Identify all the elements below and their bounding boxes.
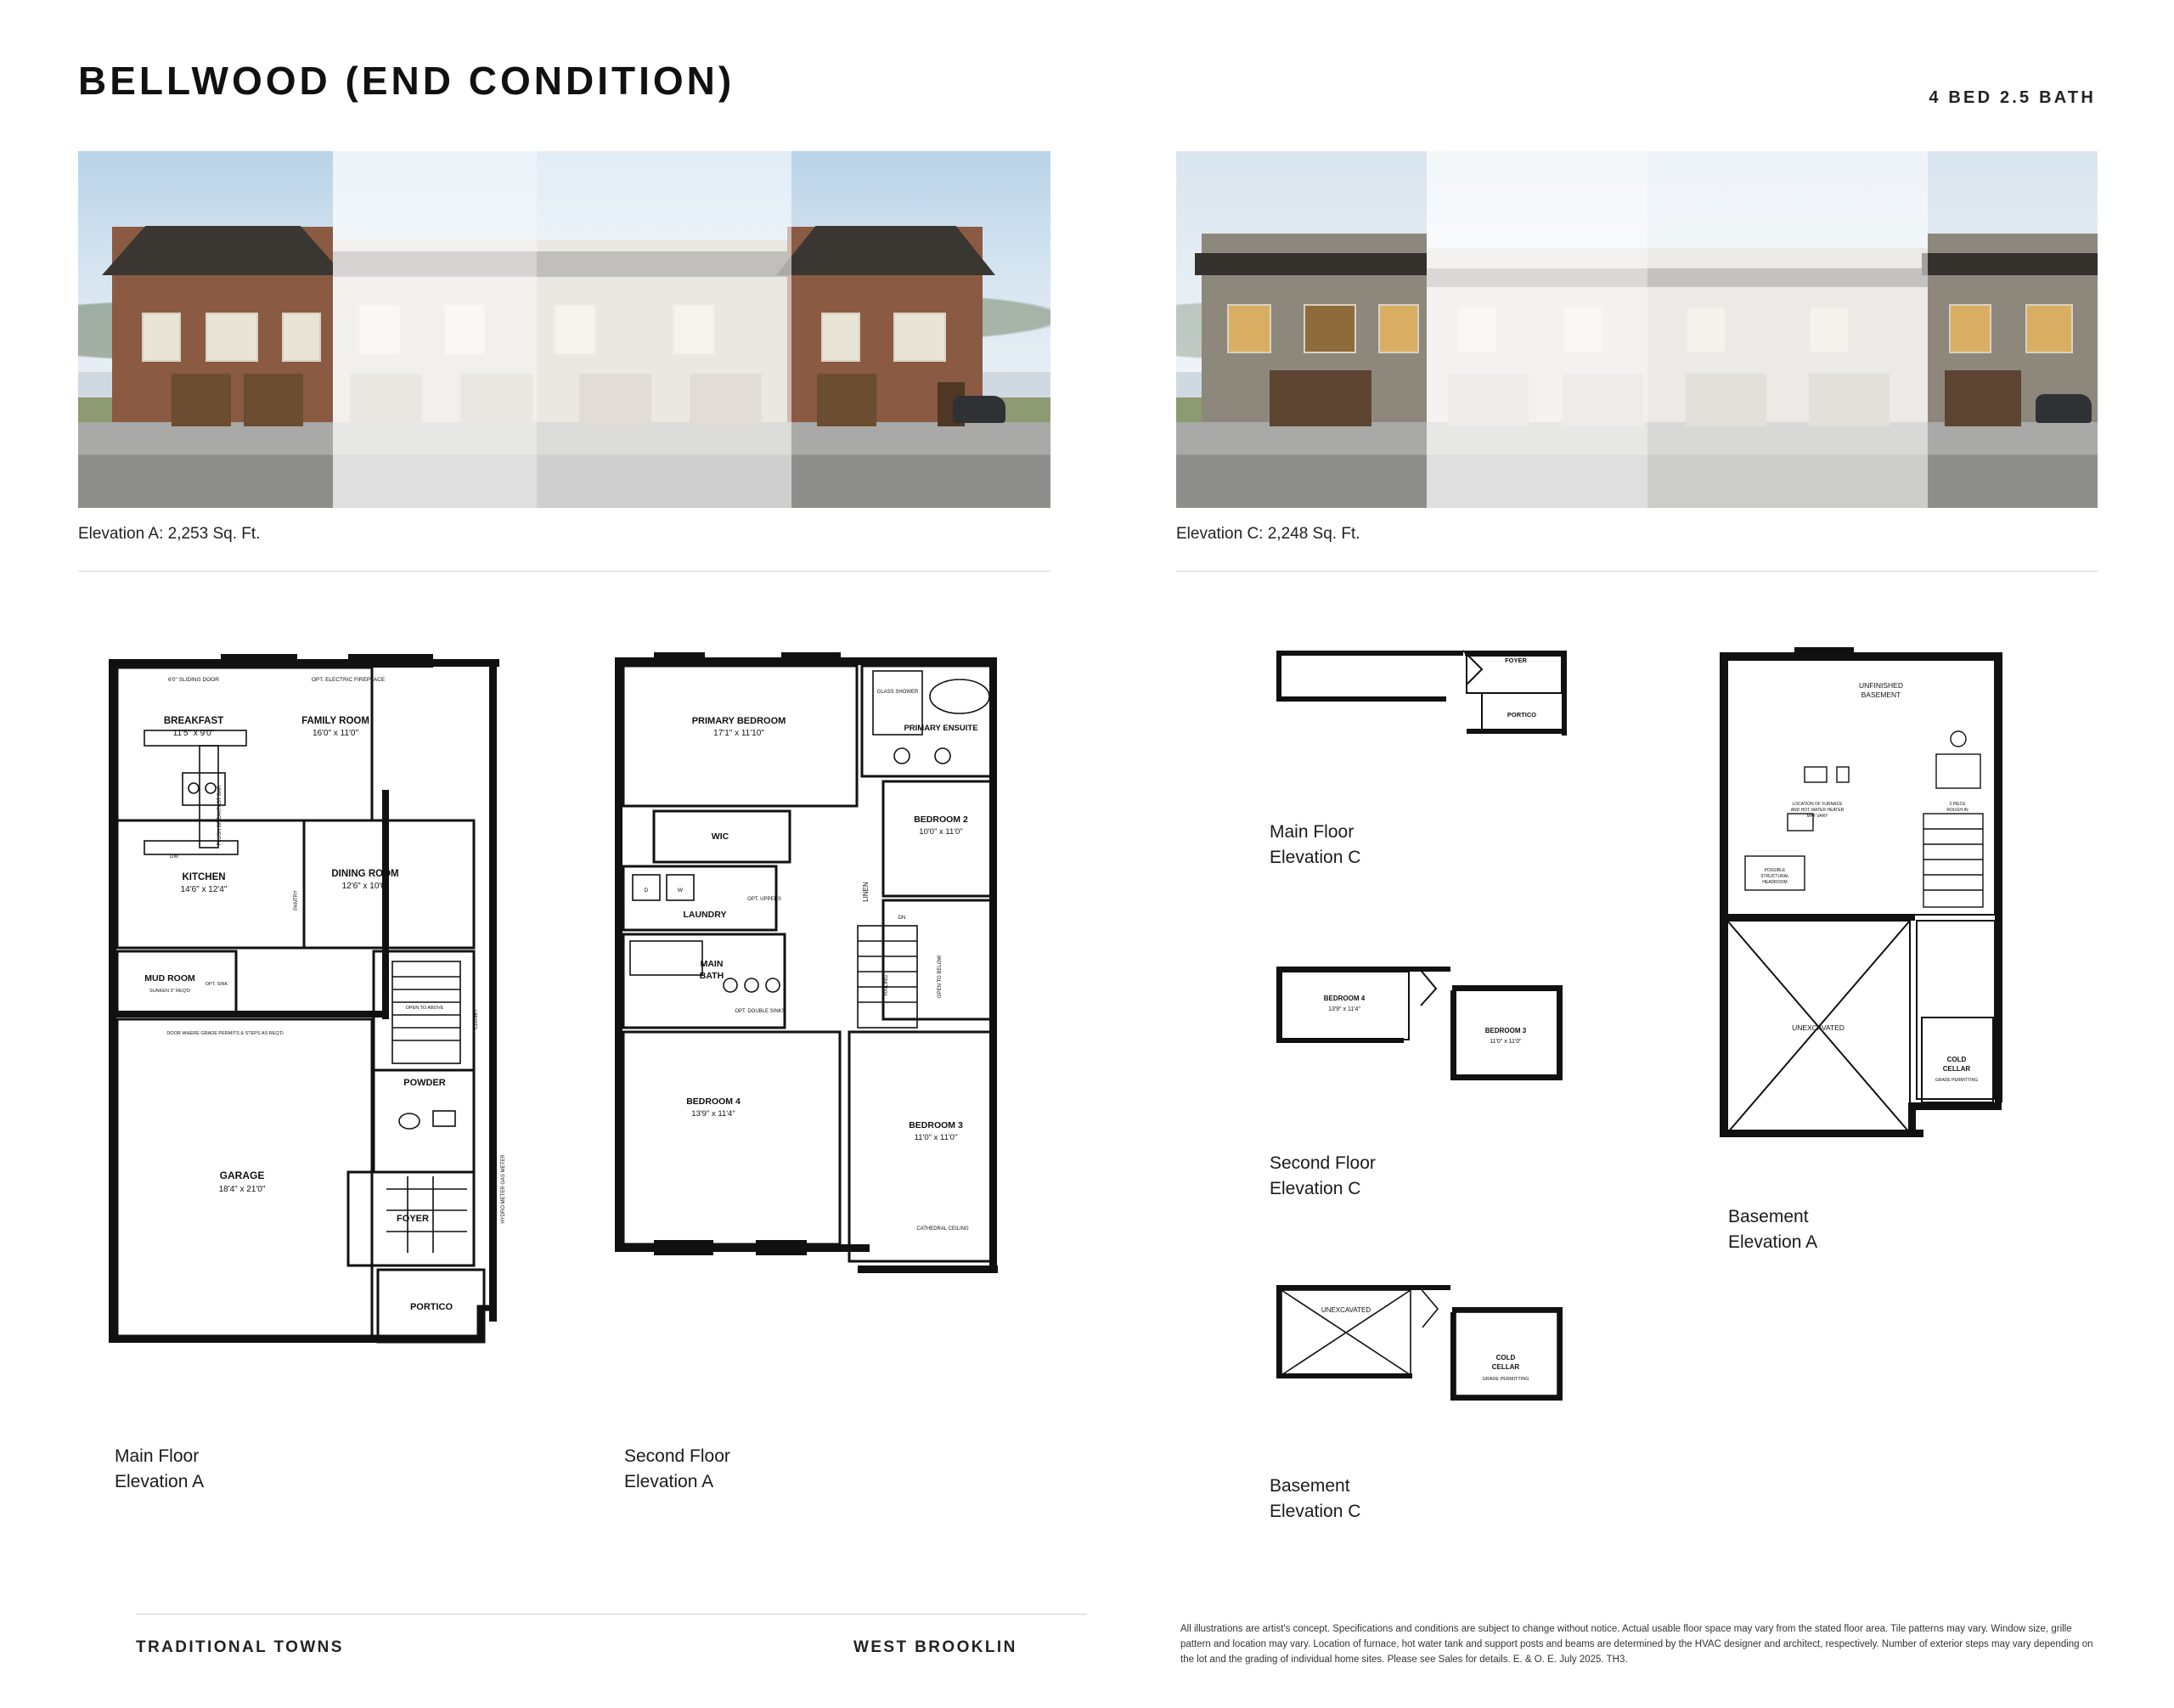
room-mud-name: MUD ROOM xyxy=(144,973,195,984)
fade-overlay-left xyxy=(333,151,537,508)
note-furnace-1: LOCATION OF FURNACE xyxy=(1792,802,1843,807)
room-family-dims: 16'0" x 11'0" xyxy=(312,729,359,738)
room-family-name: FAMILY ROOM xyxy=(301,716,369,726)
note-dn: DN xyxy=(898,916,906,921)
room-bedroom4-dims: 13'9" x 11'4" xyxy=(691,1109,735,1119)
note-closet: CLOSET xyxy=(474,1008,479,1030)
room-bedroom4-name: BEDROOM 4 xyxy=(686,1096,741,1107)
garage-door xyxy=(1945,370,2021,426)
label-main-floor-a-line2: Elevation A xyxy=(115,1471,205,1491)
note-cold-cellar-a-1: COLD xyxy=(1946,1056,1967,1063)
room-garage-name: GARAGE xyxy=(219,1170,265,1181)
note-dw: DW xyxy=(170,854,178,860)
label-basement-a xyxy=(1728,1204,1817,1255)
floorplan-second-floor-elevation-c xyxy=(1270,960,1575,1096)
room-mainbath-name-1: MAIN xyxy=(700,959,724,969)
room-powder-name: POWDER xyxy=(403,1078,446,1088)
label-second-floor-a-line2: Elevation A xyxy=(624,1471,714,1491)
room-bedroom4-c-dims: 13'9" x 11'4" xyxy=(1328,1006,1360,1012)
disclaimer-text: All illustrations are artist's concept. Specifications and conditions are subject to change without notice. Actual usable floor space may vary from the stated floor area. Tile patterns may vary. Window size, grille pattern and location may vary. Location of furnace, hot water tank and support posts and beams are determined by the HVAC designer and architect, respectively. Number of exterior steps may vary depending on the lot and the grading of individual home sites. Please see Sales for details. E. & O. E. July 2025. TH3. xyxy=(1180,1623,2093,1665)
roof-left xyxy=(1195,253,1437,275)
divider-left xyxy=(78,571,1050,572)
label-second-floor-c-line2: Elevation C xyxy=(1270,1178,1361,1198)
garage-door xyxy=(244,374,303,426)
fade-overlay-left xyxy=(1427,151,1647,508)
room-primary-name: PRIMARY BEDROOM xyxy=(691,716,786,726)
note-open-above: OPEN TO ABOVE xyxy=(405,1006,444,1011)
room-foyer-name: FOYER xyxy=(397,1214,429,1224)
floorplan-main-floor-elevation-c xyxy=(1270,644,1584,754)
room-kitchen-name: KITCHEN xyxy=(182,872,226,882)
note-unexcavated-c: UNEXCAVATED xyxy=(1321,1306,1371,1314)
second-floor-c-svg xyxy=(1270,960,1575,1096)
second-floor-a-svg xyxy=(603,645,1028,1308)
window xyxy=(893,313,946,362)
parked-car xyxy=(953,396,1005,423)
note-portico-c: PORTICO xyxy=(1507,711,1537,719)
note-headroom-3: HEADROOM xyxy=(1762,880,1788,885)
window xyxy=(1227,304,1271,353)
fade-overlay-right xyxy=(1647,151,1928,508)
note-pantry: PANTRY xyxy=(294,890,299,910)
note-sliding-door: 6'0" SLIDING DOOR xyxy=(168,677,219,683)
label-main-floor-c-line2: Elevation C xyxy=(1270,847,1361,867)
label-main-floor-c-line1: Main Floor xyxy=(1270,822,1355,842)
note-headroom-1: POSSIBLE xyxy=(1764,868,1786,873)
floorplan-main-floor-elevation-a xyxy=(93,645,544,1359)
note-grade-c: GRADE PERMITTING xyxy=(1482,1377,1529,1382)
label-second-floor-c xyxy=(1270,1151,1376,1202)
divider-right xyxy=(1176,571,2098,572)
main-floor-c-svg xyxy=(1270,644,1584,754)
window xyxy=(1378,304,1419,353)
floorplan-basement-elevation-c xyxy=(1270,1278,1575,1414)
room-mainbath-name-2: BATH xyxy=(699,971,724,981)
label-second-floor-a xyxy=(624,1444,730,1495)
note-headroom-2: STRUCTURAL xyxy=(1760,874,1789,879)
note-glass-shower: GLASS SHOWER xyxy=(876,690,919,695)
label-basement-c xyxy=(1270,1474,1360,1525)
footer-community: WEST BROOKLIN xyxy=(853,1638,1017,1656)
note-breakfast-bar: FLUSH BREAKFAST BAR xyxy=(217,785,222,846)
note-meters: HYDRO METER GAS METER xyxy=(501,1154,506,1224)
main-floor-a-svg xyxy=(93,645,544,1359)
room-dining-dims: 12'6" x 10'0" xyxy=(341,882,389,891)
room-breakfast-name: BREAKFAST xyxy=(163,716,224,726)
window xyxy=(821,313,860,362)
garage-door xyxy=(817,374,876,426)
floorplan-second-floor-elevation-a xyxy=(603,645,1028,1308)
note-dryer: D xyxy=(644,888,649,893)
basement-c-svg xyxy=(1270,1278,1575,1414)
note-cathedral: CATHEDRAL CEILING xyxy=(916,1226,969,1232)
note-foyer-c: FOYER xyxy=(1505,657,1527,664)
label-main-floor-a xyxy=(115,1444,204,1495)
note-grade-a: GRADE PERMITTING xyxy=(1935,1078,1979,1083)
note-furnace-2: AND HOT WATER HEATER xyxy=(1790,808,1845,813)
note-cold-cellar-a-2: CELLAR xyxy=(1942,1065,1971,1073)
parked-car xyxy=(2036,394,2092,423)
note-unexcavated-a: UNEXCAVATED xyxy=(1792,1023,1845,1032)
note-opt-sink: OPT. SINK xyxy=(205,982,228,987)
label-second-floor-a-line1: Second Floor xyxy=(624,1446,730,1466)
window xyxy=(2025,304,2073,353)
label-main-floor-c xyxy=(1270,820,1360,871)
room-kitchen-dims: 14'6" x 12'4" xyxy=(180,885,228,894)
room-bedroom3-c-name: BEDROOM 3 xyxy=(1484,1027,1527,1034)
note-railing: RAILING xyxy=(884,974,889,996)
window xyxy=(142,313,181,362)
room-portico-name: PORTICO xyxy=(409,1302,453,1312)
note-sunken: SUNKEN 3" REQ'D xyxy=(149,989,190,994)
note-opt-uppers: OPT. UPPERS xyxy=(747,897,781,902)
room-bedroom4-c-name: BEDROOM 4 xyxy=(1323,995,1366,1002)
label-second-floor-c-line1: Second Floor xyxy=(1270,1153,1376,1173)
room-bedroom3-dims: 11'0" x 11'0" xyxy=(914,1133,958,1142)
room-bedroom2-name: BEDROOM 2 xyxy=(914,815,968,825)
garage-door xyxy=(172,374,231,426)
rendering-elevation-c xyxy=(1176,151,2098,508)
window xyxy=(282,313,321,362)
footer-brand: TRADITIONAL TOWNS xyxy=(136,1638,344,1656)
window xyxy=(1949,304,1991,353)
room-laundry-name: LAUNDRY xyxy=(683,910,727,920)
room-ensuite-name: PRIMARY ENSUITE xyxy=(904,724,978,733)
label-basement-c-line1: Basement xyxy=(1270,1476,1350,1496)
note-washer: W xyxy=(677,888,684,893)
label-basement-a-line1: Basement xyxy=(1728,1207,1809,1226)
note-door-grade: DOOR WHERE GRADE PERMITS & STEPS AS REQ'D xyxy=(166,1031,284,1036)
room-breakfast-dims: 11'5" x 9'0" xyxy=(172,729,215,738)
footer-divider-left xyxy=(136,1614,1087,1615)
basement-a-svg xyxy=(1711,644,2021,1170)
note-cold-cellar-c-2: CELLAR xyxy=(1491,1363,1520,1371)
room-bedroom3-name: BEDROOM 3 xyxy=(909,1120,963,1130)
floorplan-basement-elevation-a xyxy=(1711,644,2021,1170)
note-roughin-2: ROUGH-IN xyxy=(1946,808,1968,813)
note-unfinished-2: BASEMENT xyxy=(1861,691,1901,699)
note-cold-cellar-c-1: COLD xyxy=(1495,1354,1516,1361)
room-garage-dims: 18'4" x 21'0" xyxy=(218,1185,266,1194)
note-unfinished-1: UNFINISHED xyxy=(1859,681,1903,690)
room-dining-name: DINING ROOM xyxy=(331,869,399,879)
note-fireplace: OPT. ELECTRIC FIREPLACE xyxy=(311,677,386,683)
caption-elevation-c: Elevation C: 2,248 Sq. Ft. xyxy=(1176,525,1360,543)
page-title: BELLWOOD (END CONDITION) xyxy=(78,59,735,103)
label-basement-a-line2: Elevation A xyxy=(1728,1232,1818,1252)
note-furnace-3: MAY VARY xyxy=(1806,814,1828,819)
room-bedroom3-c-dims: 11'0" x 11'0" xyxy=(1490,1039,1522,1045)
note-roughin-1: 3 PIECE xyxy=(1949,802,1966,807)
roof-right xyxy=(1922,253,2098,275)
room-linen-name: LINEN xyxy=(862,882,870,902)
fade-overlay-right xyxy=(537,151,791,508)
room-wic-name: WIC xyxy=(711,831,729,842)
room-bedroom2-dims: 10'0" x 11'0" xyxy=(919,827,963,837)
note-open-below: OPEN TO BELOW xyxy=(938,955,943,999)
rendering-elevation-a xyxy=(78,151,1050,508)
label-basement-c-line2: Elevation C xyxy=(1270,1501,1361,1521)
bed-bath-summary: 4 BED 2.5 BATH xyxy=(1929,88,2096,107)
window xyxy=(206,313,258,362)
label-main-floor-a-line1: Main Floor xyxy=(115,1446,200,1466)
garage-door xyxy=(1270,370,1371,426)
caption-elevation-a: Elevation A: 2,253 Sq. Ft. xyxy=(78,525,261,543)
note-double-sinks: OPT. DOUBLE SINKS xyxy=(735,1009,786,1014)
window xyxy=(1304,304,1356,353)
room-primary-dims: 17'1" x 11'10" xyxy=(713,729,764,738)
